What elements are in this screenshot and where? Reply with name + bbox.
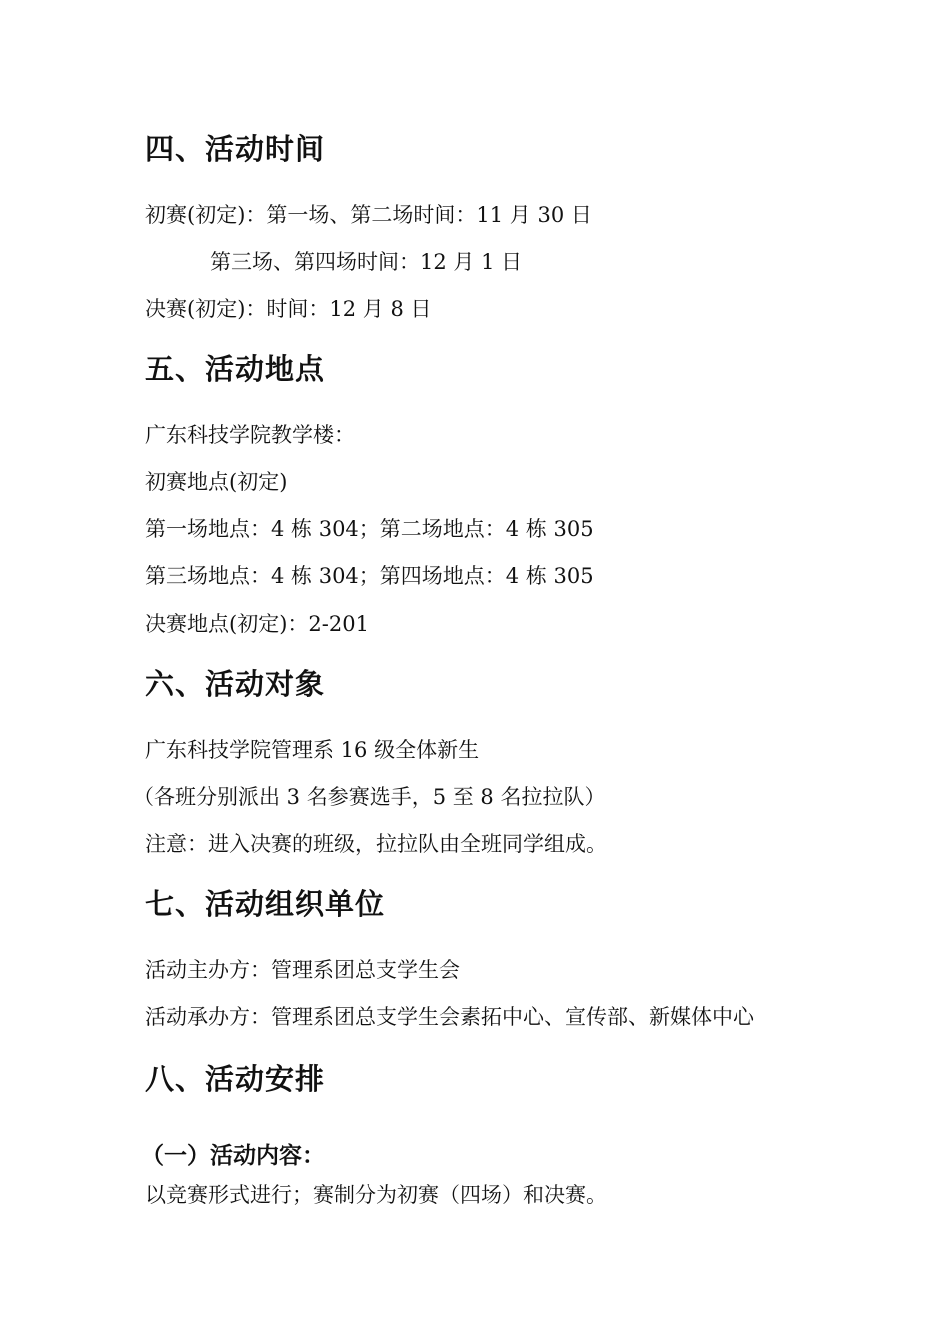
time-line-rounds-3-4: 第三场、第四场时间：12 月 1 日 xyxy=(210,250,523,274)
section-heading-location: 五、活动地点 xyxy=(145,352,326,386)
arrangement-line-format: 以竞赛形式进行；赛制分为初赛（四场）和决赛。 xyxy=(145,1183,607,1207)
section-heading-arrangement: 八、活动安排 xyxy=(145,1062,326,1096)
time-line-final: 决赛(初定)：时间：12 月 8 日 xyxy=(145,297,432,321)
target-line-students: 广东科技学院管理系 16 级全体新生 xyxy=(145,738,480,762)
section-heading-target: 六、活动对象 xyxy=(145,667,326,701)
section-heading-time: 四、活动时间 xyxy=(145,132,326,166)
time-line-preliminary: 初赛(初定)：第一场、第二场时间：11 月 30 日 xyxy=(145,203,592,227)
target-line-participants: （各班分别派出 3 名参赛选手，5 至 8 名拉拉队） xyxy=(133,785,606,809)
arrangement-subheading-content: （一）活动内容： xyxy=(141,1143,325,1169)
location-line-final: 决赛地点(初定)：2-201 xyxy=(145,612,369,636)
target-line-note: 注意：进入决赛的班级，拉拉队由全班同学组成。 xyxy=(145,832,607,856)
organizers-line-organizer: 活动承办方：管理系团总支学生会素拓中心、宣传部、新媒体中心 xyxy=(145,1005,754,1029)
section-heading-organizers: 七、活动组织单位 xyxy=(145,887,386,921)
location-line-preliminary: 初赛地点(初定) xyxy=(145,470,288,494)
location-line-building: 广东科技学院教学楼： xyxy=(145,423,355,447)
organizers-line-host: 活动主办方：管理系团总支学生会 xyxy=(145,958,460,982)
location-line-rounds-3-4: 第三场地点：4 栋 304；第四场地点：4 栋 305 xyxy=(145,564,594,588)
location-line-rounds-1-2: 第一场地点：4 栋 304；第二场地点：4 栋 305 xyxy=(145,517,594,541)
